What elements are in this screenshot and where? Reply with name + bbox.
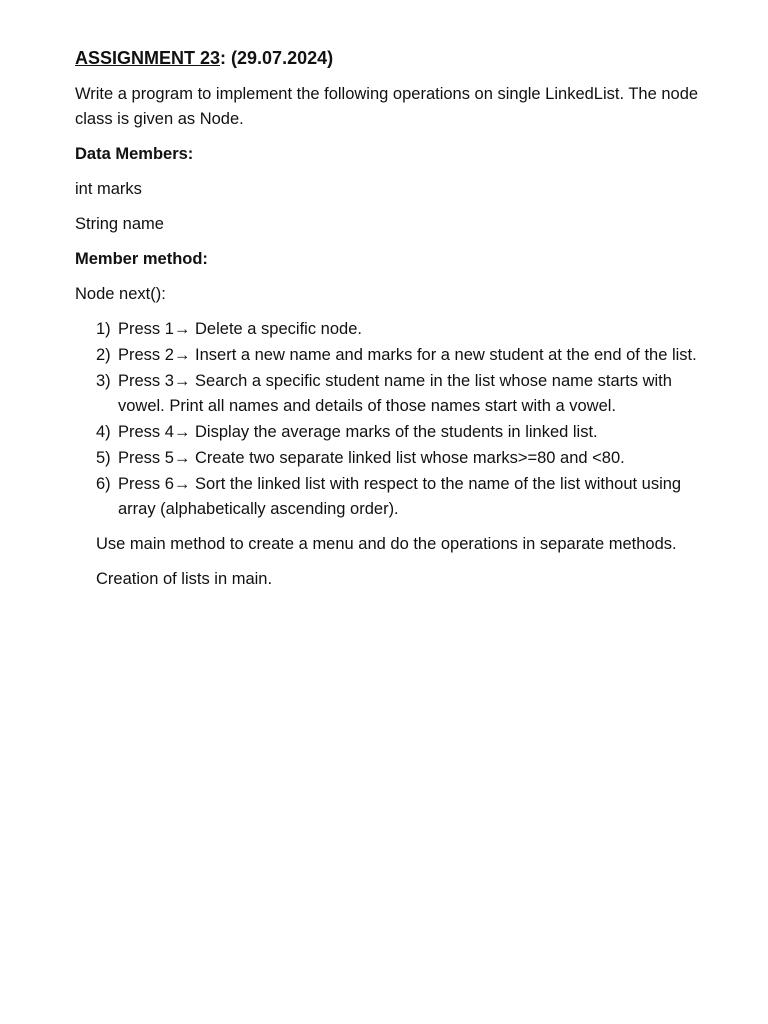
list-item-number: 6) bbox=[96, 475, 111, 493]
list-item-number: 2) bbox=[96, 346, 111, 364]
data-member-name: String name bbox=[75, 215, 164, 233]
intro-paragraph: Write a program to implement the following operations on single LinkedList. The node class is given as Node. bbox=[75, 85, 699, 128]
assignment-title bbox=[75, 44, 705, 72]
list-item-text: Press 1→ Delete a specific node. bbox=[118, 320, 362, 338]
list-item-text: Press 3→ Search a specific student name in the list whose name starts with vowel. Print all names and details of those names start with a vowel. bbox=[118, 372, 672, 415]
list-item-text: Press 2→ Insert a new name and marks for a new student at the end of the list. bbox=[118, 346, 697, 364]
data-member-marks: int marks bbox=[75, 180, 142, 198]
list-item-number: 3) bbox=[96, 372, 111, 390]
document-page bbox=[75, 44, 705, 602]
list-item-number: 4) bbox=[96, 423, 111, 441]
list-item bbox=[75, 369, 705, 419]
assignment-number: ASSIGNMENT 23 bbox=[75, 48, 221, 68]
list-item-text: Press 4→ Display the average marks of the students in linked list. bbox=[118, 423, 598, 441]
member-method-next: Node next(): bbox=[75, 285, 166, 303]
closing-paragraph-menu: Use main method to create a menu and do the operations in separate methods. bbox=[96, 535, 677, 553]
list-item bbox=[75, 420, 705, 445]
list-item bbox=[75, 446, 705, 471]
member-method-heading: Member method: bbox=[75, 250, 208, 268]
list-item bbox=[75, 317, 705, 342]
list-item-number: 1) bbox=[96, 320, 111, 338]
list-item-text: Press 6→ Sort the linked list with respect to the name of the list without using array (alphabetically ascending order). bbox=[118, 475, 682, 518]
data-members-heading: Data Members: bbox=[75, 145, 194, 163]
list-item-text: Press 5→ Create two separate linked list whose marks>=80 and <80. bbox=[118, 449, 625, 467]
list-item bbox=[75, 472, 705, 522]
closing-paragraph-lists: Creation of lists in main. bbox=[96, 570, 273, 588]
assignment-date: : (29.07.2024) bbox=[220, 48, 334, 68]
list-item bbox=[75, 343, 705, 368]
list-item-number: 5) bbox=[96, 449, 111, 467]
operations-list bbox=[75, 317, 705, 522]
